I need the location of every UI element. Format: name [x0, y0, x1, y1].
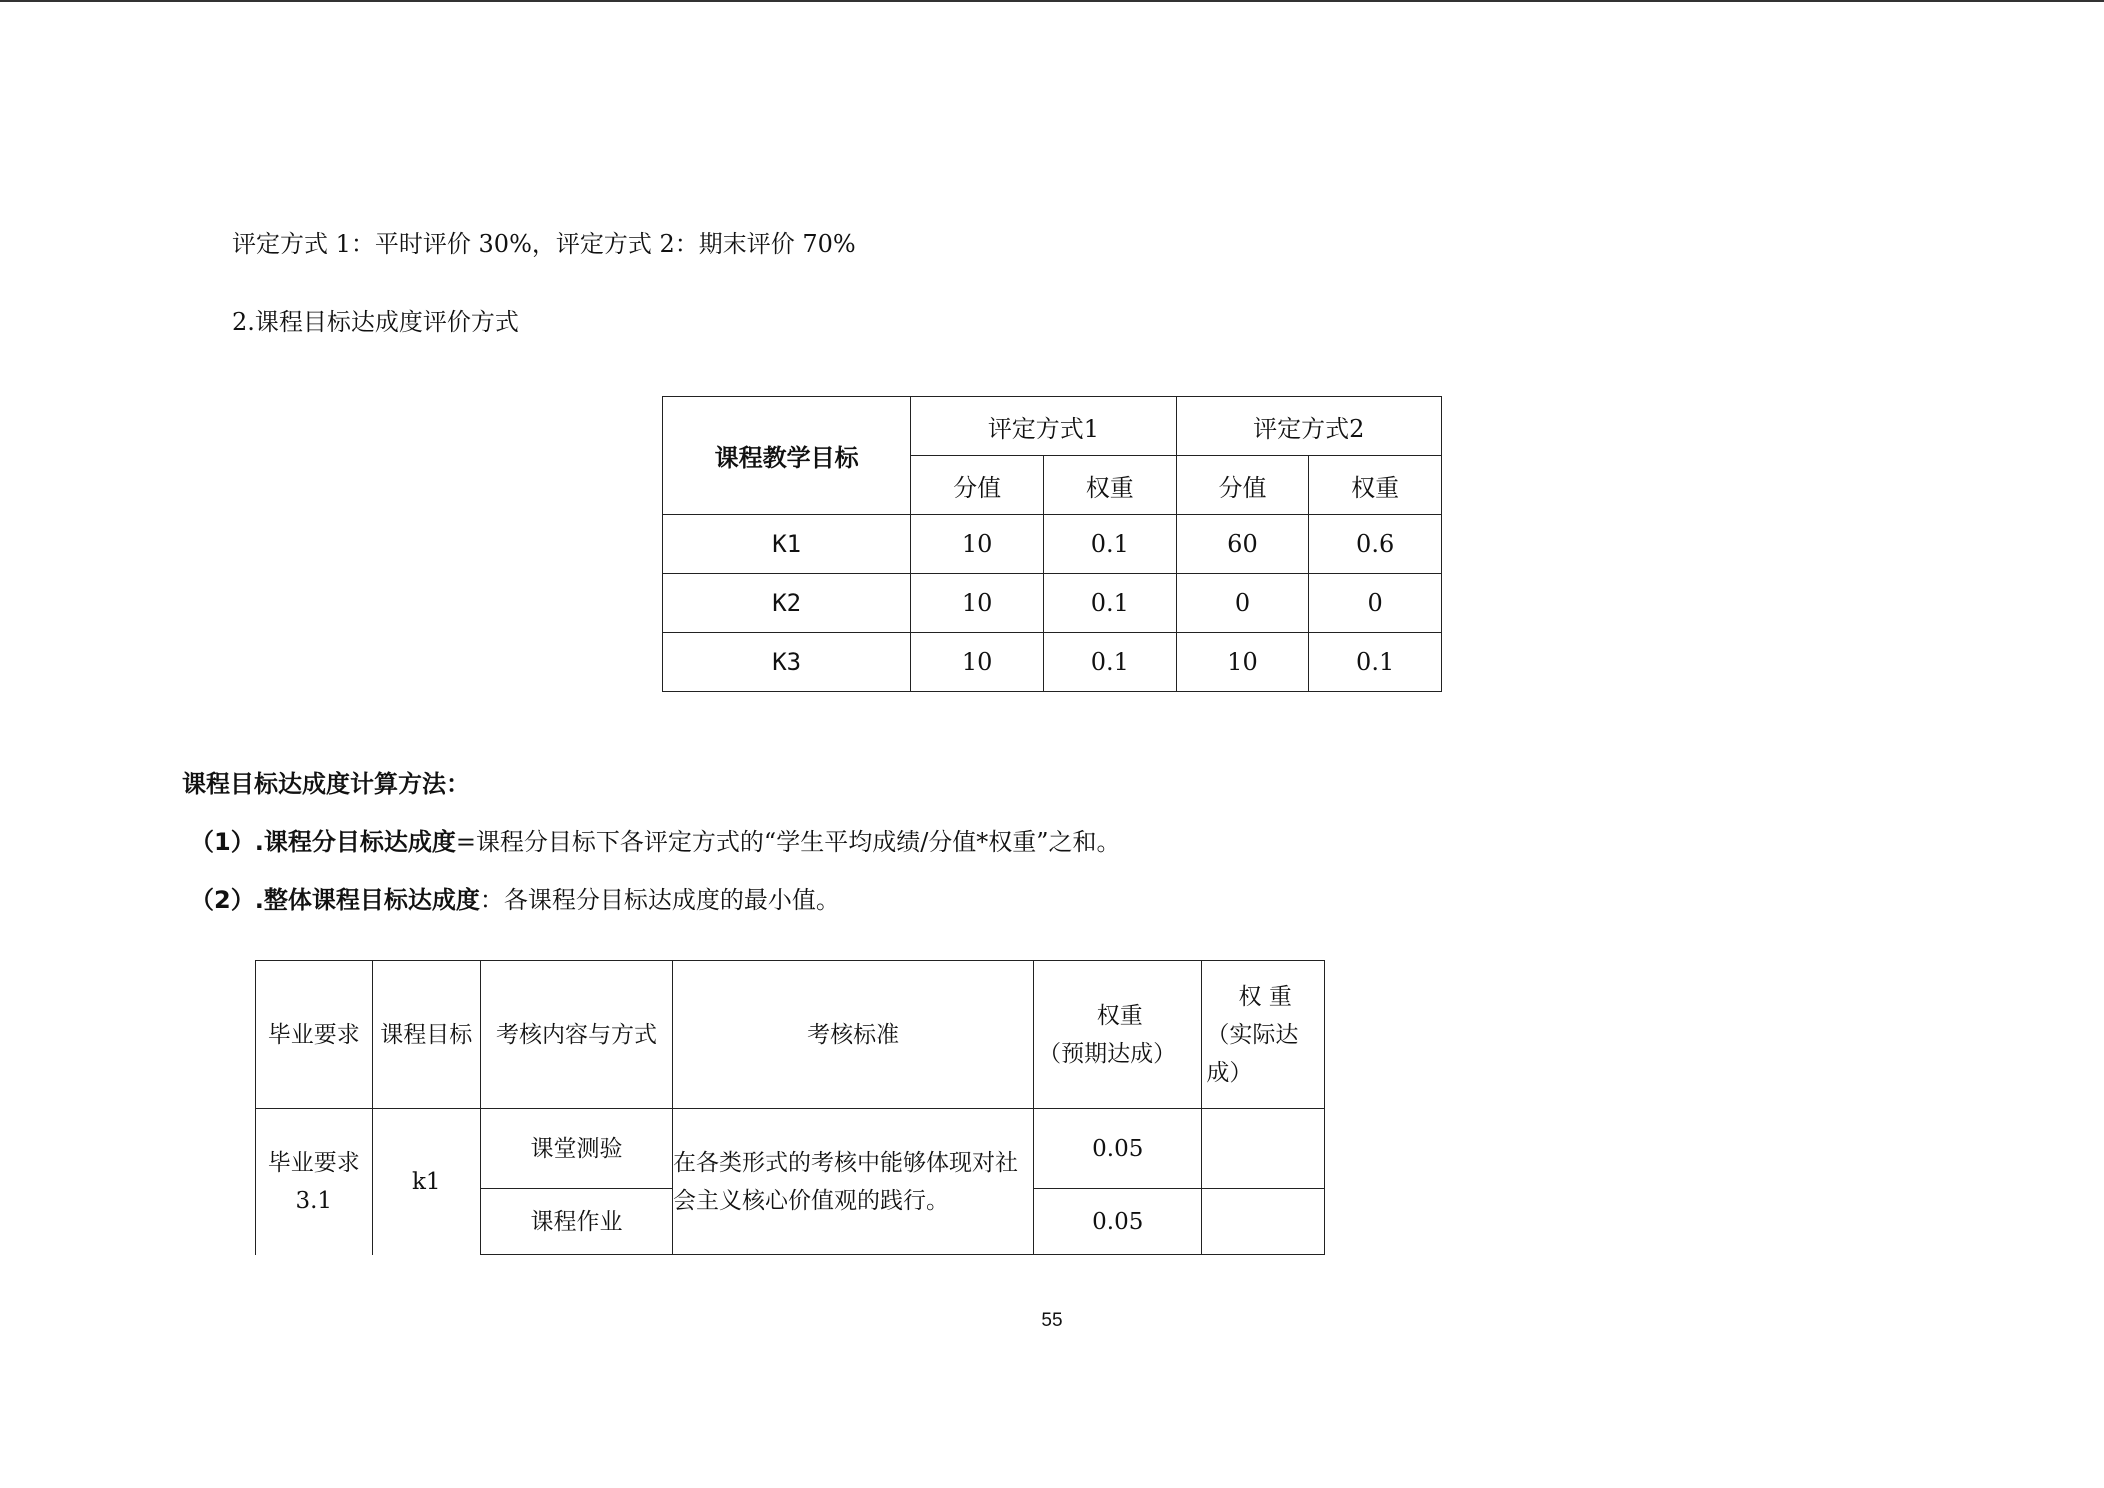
- item-body: ：各课程分目标达成度的最小值。: [479, 886, 840, 914]
- header-standard: 考核标准: [673, 961, 1034, 1109]
- group-header-1: 评定方式1: [911, 397, 1176, 456]
- goal-value: k1: [372, 1109, 481, 1255]
- table-cell: 10: [911, 633, 1044, 692]
- item-body: =课程分目标下各评定方式的“学生平均成绩/分值*权重”之和。: [455, 828, 1121, 856]
- subheader-weight: 权重: [1043, 456, 1176, 515]
- table-cell: 60: [1176, 515, 1309, 574]
- table-cell: 0: [1309, 574, 1442, 633]
- header-req: 毕业要求: [256, 961, 373, 1109]
- weight-actual-cell: [1202, 1109, 1325, 1189]
- item-prefix: （1）.: [190, 828, 264, 856]
- item-term: 整体课程目标达成度: [263, 886, 480, 914]
- table-row: [663, 633, 1442, 692]
- item-prefix: （2）.: [190, 886, 264, 914]
- header-content: 考核内容与方式: [481, 961, 673, 1109]
- subheader-weight: 权重: [1309, 456, 1442, 515]
- table-row: [663, 515, 1442, 574]
- req-value: 毕业要求3.1: [256, 1109, 373, 1255]
- weight-expected-cell: 0.05: [1034, 1109, 1202, 1189]
- table-cell: 0: [1176, 574, 1309, 633]
- item-term: 课程分目标达成度: [263, 828, 456, 856]
- header-weight-expected: 权重 （预期达成）: [1034, 961, 1202, 1109]
- calc-item-1: [190, 826, 1121, 858]
- row-label: K3: [663, 633, 911, 692]
- table-cell: 0.6: [1309, 515, 1442, 574]
- header-weight-actual: 权 重 （实际达成）: [1202, 961, 1325, 1109]
- row-label: K2: [663, 574, 911, 633]
- table-cell: 10: [911, 574, 1044, 633]
- table-cell: 0.1: [1043, 633, 1176, 692]
- subheader-score: 分值: [911, 456, 1044, 515]
- table-cell: 0.1: [1043, 574, 1176, 633]
- subheader-score: 分值: [1176, 456, 1309, 515]
- weight-actual-cell: [1202, 1189, 1325, 1255]
- calc-item-2: [190, 884, 840, 916]
- table-cell: 0.1: [1309, 633, 1442, 692]
- content-cell: 课程作业: [481, 1189, 673, 1255]
- content-cell: 课堂测验: [481, 1109, 673, 1189]
- row-label: K1: [663, 515, 911, 574]
- graduation-requirement-table: [255, 960, 1325, 1255]
- standard-value: 在各类形式的考核中能够体现对社会主义核心价值观的践行。: [673, 1109, 1034, 1255]
- calc-heading: 课程目标达成度计算方法：: [182, 770, 470, 798]
- evaluation-method-table: [662, 396, 1442, 692]
- top-border: [0, 0, 2104, 2]
- group-header-2: 评定方式2: [1176, 397, 1441, 456]
- header-goal: 课程目标: [372, 961, 481, 1109]
- table-row: [256, 1109, 1325, 1189]
- table-cell: 0.1: [1043, 515, 1176, 574]
- weight-expected-cell: 0.05: [1034, 1189, 1202, 1255]
- assessment-ratio-line: 评定方式 1：平时评价 30%，评定方式 2：期末评价 70%: [232, 230, 856, 258]
- table-cell: 10: [1176, 633, 1309, 692]
- section-heading: 2.课程目标达成度评价方式: [232, 308, 519, 336]
- table-cell: 10: [911, 515, 1044, 574]
- page-number: 55: [1041, 1310, 1063, 1331]
- table-row: [663, 574, 1442, 633]
- corner-header: 课程教学目标: [663, 397, 911, 515]
